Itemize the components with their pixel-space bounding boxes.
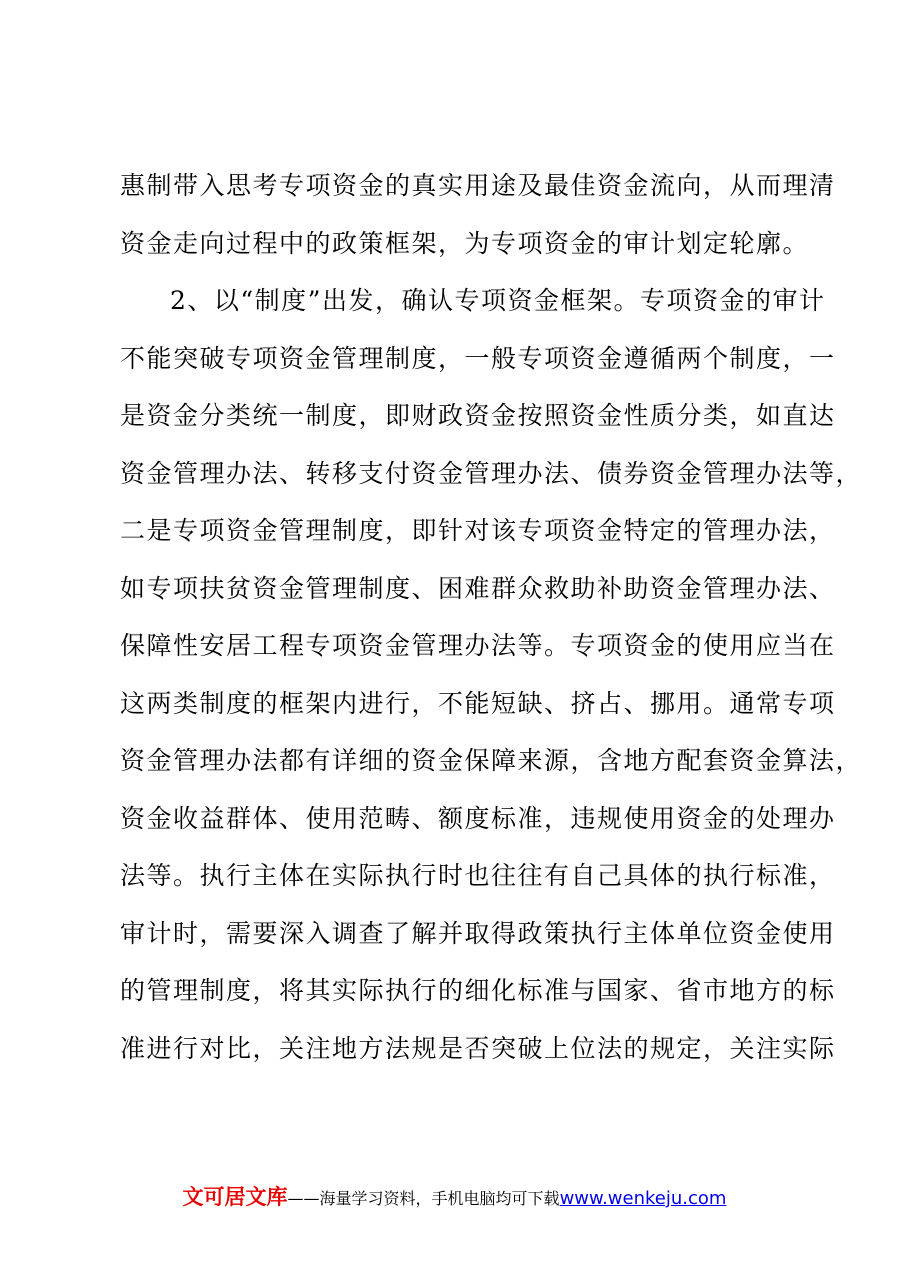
text-line: 法等。执行主体在实际执行时也往往有自己具体的执行标准， — [120, 861, 836, 890]
footer-brand: 文可居文库 — [182, 1185, 288, 1209]
text-line: 惠制带入思考专项资金的真实用途及最佳资金流向，从而理清 — [120, 171, 836, 200]
text-line: 这两类制度的框架内进行，不能短缺、挤占、挪用。通常专项 — [120, 688, 836, 718]
text-line: 的管理制度，将其实际执行的细化标准与国家、省市地方的标 — [120, 976, 836, 1005]
text-line: 资金管理办法都有详细的资金保障来源，含地方配套资金算法， — [120, 746, 863, 775]
document-body — [120, 164, 863, 1084]
text-line: 是资金分类统一制度，即财政资金按照资金性质分类，如直达 — [120, 401, 836, 430]
text-line: 二是专项资金管理制度，即针对该专项资金特定的管理办法， — [120, 516, 836, 545]
footer-banner — [0, 1181, 909, 1211]
paragraph-first-line: 2、以“制度”出发，确认专项资金框架。专项资金的审计 — [170, 286, 826, 315]
text-line: 资金管理办法、转移支付资金管理办法、债券资金管理办法等， — [120, 458, 863, 488]
text-line: 资金走向过程中的政策框架，为专项资金的审计划定轮廓。 — [120, 228, 810, 258]
footer-url-link[interactable]: www.wenkeju.com — [559, 1188, 727, 1209]
text-line: 保障性安居工程专项资金管理办法等。专项资金的使用应当在 — [120, 631, 836, 660]
text-line: 审计时，需要深入调查了解并取得政策执行主体单位资金使用 — [120, 918, 836, 948]
footer-tagline: ——海量学习资料，手机电脑均可下载 — [287, 1189, 560, 1208]
text-line: 不能突破专项资金管理制度，一般专项资金遵循两个制度，一 — [120, 343, 836, 373]
text-line: 准进行对比，关注地方法规是否突破上位法的规定，关注实际 — [120, 1033, 836, 1063]
text-line: 资金收益群体、使用范畴、额度标准，违规使用资金的处理办 — [120, 803, 836, 833]
text-line: 如专项扶贫资金管理制度、困难群众救助补助资金管理办法、 — [120, 573, 836, 603]
